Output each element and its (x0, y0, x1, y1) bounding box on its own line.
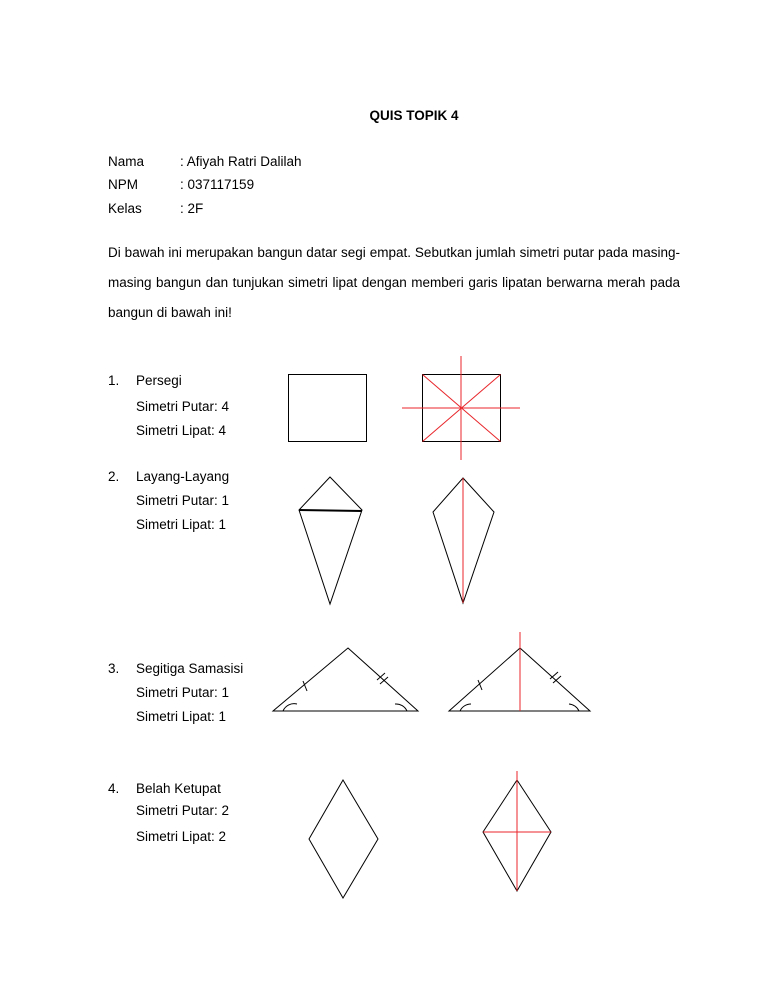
question-number: 1. (108, 373, 120, 388)
question-shape: Belah Ketupat (136, 781, 221, 796)
identity-label: Nama (108, 154, 145, 169)
angle-mark (460, 704, 471, 711)
question-number: 3. (108, 661, 120, 676)
kite-shape (299, 477, 362, 604)
question-shape: Persegi (136, 373, 182, 388)
instruction-paragraph: Di bawah ini merupakan bangun datar segi empat. Sebutkan jumlah simetri putar pada masing-masing bangun dan tunjukan simetri lipat dengan memberi garis lipatan berwarna merah pada bangun di bawah ini! (108, 245, 680, 320)
question-4-putar: Simetri Putar: 2 (136, 803, 230, 818)
rhombus-shape (309, 780, 378, 898)
angle-mark (569, 704, 579, 711)
question-3-putar: Simetri Putar: 1 (136, 685, 230, 700)
square-shape (289, 375, 367, 442)
question-3-lipat: Simetri Lipat: 1 (136, 709, 227, 724)
tick-mark (377, 673, 385, 680)
identity-value: : 2F (180, 201, 204, 216)
page-title: QUIS TOPIK 4 (369, 108, 459, 123)
question-number: 2. (108, 469, 120, 484)
identity-value: : 037117159 (180, 177, 255, 192)
identity-label: Kelas (108, 201, 142, 216)
question-2-putar: Simetri Putar: 1 (136, 493, 230, 508)
identity-label: NPM (108, 177, 138, 192)
question-1-putar: Simetri Putar: 4 (136, 399, 230, 414)
question-1-lipat: Simetri Lipat: 4 (136, 423, 227, 438)
kite-cross-line (299, 510, 362, 511)
identity-value: : Afiyah Ratri Dalilah (180, 154, 302, 169)
question-shape: Layang-Layang (136, 469, 230, 484)
question-2-lipat: Simetri Lipat: 1 (136, 517, 227, 532)
angle-mark (395, 704, 407, 711)
question-4-lipat: Simetri Lipat: 2 (136, 829, 227, 844)
question-shape: Segitiga Samasisi (136, 661, 244, 676)
triangle-shape (273, 648, 418, 711)
question-number: 4. (108, 781, 120, 796)
angle-mark (283, 704, 297, 711)
